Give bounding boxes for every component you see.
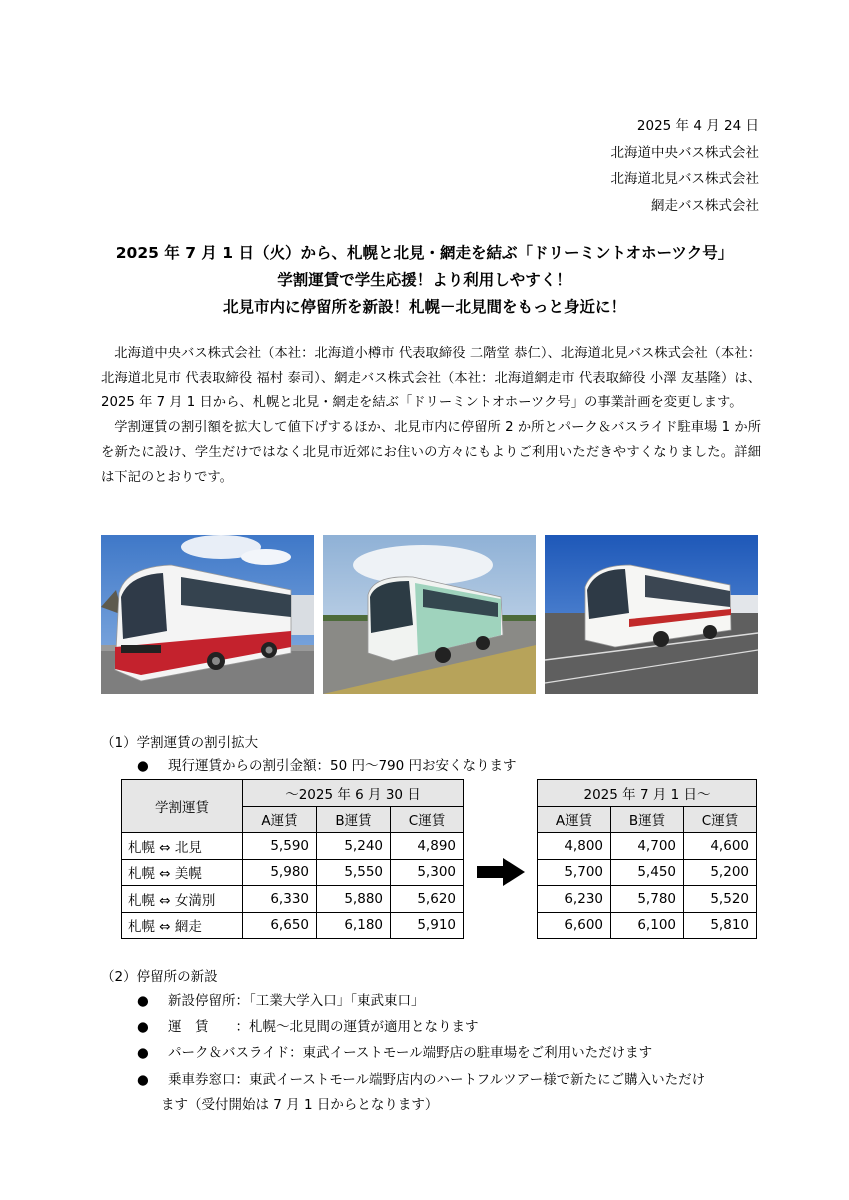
table-row [538, 833, 757, 860]
fare-type-header: C運賃 [684, 806, 757, 833]
new-fare-table [537, 779, 757, 939]
bullet-dot-icon: ● [137, 993, 149, 1009]
period-header: ～2025 年 6 月 30 日 [243, 780, 464, 807]
period-header: 2025 年 7 月 1 日～ [538, 780, 757, 807]
bullet-text: 運 賃 ：札幌～北見間の運賃が適用となります [168, 1019, 479, 1035]
section-title: （1）学割運賃の割引拡大 [101, 735, 259, 751]
bullet-text: 乗車券窓口：東武イーストモール端野店内のハートフルツアー様で新たにご購入いただけ [168, 1072, 706, 1088]
row-header-cell: 学割運賃 [122, 780, 243, 833]
route-cell: 札幌 ⇔ 女満別 [122, 886, 243, 913]
right-arrow-icon [477, 858, 525, 890]
fare-cell: 5,700 [538, 859, 611, 886]
fare-cell: 4,700 [611, 833, 684, 860]
body-paragraph: 北海道中央バス株式会社（本社：北海道小樽市 代表取締役 二階堂 恭仁）、北海道北見バス株式会社（本社：北海道北見市 代表取締役 福村 泰司）、網走バス株式会社（本社：北海道網走市 代表取締役 小澤 友基隆）は、2025 年 7 月 1 日から、札幌と北見・網走を結ぶ「ドリーミントオホーツク号」の事業計画を変更します。 [101, 346, 761, 411]
bus-photo-red [101, 535, 314, 694]
table-row [122, 886, 464, 913]
route-cell: 札幌 ⇔ 北見 [122, 833, 243, 860]
fare-cell: 4,600 [684, 833, 757, 860]
bullet-text: 新設停留所：「工業大学入口」「東武東口」 [168, 993, 425, 1009]
table-row [122, 833, 464, 860]
bullet-dot-icon: ● [137, 758, 149, 774]
headline [0, 240, 849, 321]
fare-cell: 5,880 [317, 886, 391, 913]
fare-type-header: A運賃 [243, 806, 317, 833]
fare-cell: 5,450 [611, 859, 684, 886]
fare-type-header: B運賃 [611, 806, 684, 833]
company-name: 北海道中央バス株式会社 [610, 144, 759, 161]
fare-type-header: A運賃 [538, 806, 611, 833]
fare-cell: 5,200 [684, 859, 757, 886]
section-title: （2）停留所の新設 [101, 969, 218, 985]
fare-cell: 6,600 [538, 912, 611, 939]
fare-cell: 6,650 [243, 912, 317, 939]
fare-cell: 5,910 [391, 912, 464, 939]
route-cell: 札幌 ⇔ 網走 [122, 912, 243, 939]
fare-cell: 5,520 [684, 886, 757, 913]
table-row [538, 859, 757, 886]
table-row [538, 912, 757, 939]
fare-cell: 5,550 [317, 859, 391, 886]
bus-photo-green [323, 535, 536, 694]
bus-photo-white [545, 535, 758, 694]
company-name: 網走バス株式会社 [651, 197, 759, 214]
fare-type-header: C運賃 [391, 806, 464, 833]
company-name: 北海道北見バス株式会社 [610, 171, 759, 187]
headline-line: 学割運賃で学生応援！より利用しやすく！ [277, 271, 572, 289]
fare-cell: 4,800 [538, 833, 611, 860]
table-row [122, 859, 464, 886]
fare-cell: 4,890 [391, 833, 464, 860]
bullet-dot-icon: ● [137, 1045, 149, 1061]
fare-cell: 6,230 [538, 886, 611, 913]
old-fare-table [121, 779, 464, 939]
table-row [122, 912, 464, 939]
bullet-text: 現行運賃からの割引金額：50 円～790 円お安くなります [168, 758, 517, 774]
bullet-dot-icon: ● [137, 1019, 149, 1035]
fare-cell: 5,780 [611, 886, 684, 913]
fare-cell: 5,810 [684, 912, 757, 939]
fare-cell: 6,330 [243, 886, 317, 913]
fare-cell: 6,100 [611, 912, 684, 939]
release-date: 2025 年 4 月 24 日 [636, 118, 759, 134]
bullet-text: ます（受付開始は 7 月 1 日からとなります） [161, 1097, 439, 1113]
fare-cell: 6,180 [317, 912, 391, 939]
headline-line: 北見市内に停留所を新設！札幌－北見間をもっと身近に！ [222, 298, 626, 316]
fare-type-header: B運賃 [317, 806, 391, 833]
body-text [101, 342, 761, 490]
fare-cell: 5,590 [243, 833, 317, 860]
fare-cell: 5,240 [317, 833, 391, 860]
fare-cell: 5,620 [391, 886, 464, 913]
table-row [538, 886, 757, 913]
sender-block [611, 113, 760, 219]
bullet-dot-icon: ● [137, 1072, 149, 1088]
bullet-text: パーク＆バスライド：東武イーストモール端野店の駐車場をご利用いただけます [168, 1045, 653, 1061]
fare-cell: 5,980 [243, 859, 317, 886]
headline-line: 2025 年 7 月 1 日（火）から、札幌と北見・網走を結ぶ「ドリーミントオホーツク号」 [115, 244, 734, 262]
fare-cell: 5,300 [391, 859, 464, 886]
route-cell: 札幌 ⇔ 美幌 [122, 859, 243, 886]
body-paragraph: 学割運賃の割引額を拡大して値下げするほか、北見市内に停留所 2 か所とパーク＆バスライド駐車場 1 か所を新たに設け、学生だけではなく北見市近郊にお住いの方々にもよりご利用いただきやすくなりました。詳細は下記のとおりです。 [101, 420, 761, 485]
